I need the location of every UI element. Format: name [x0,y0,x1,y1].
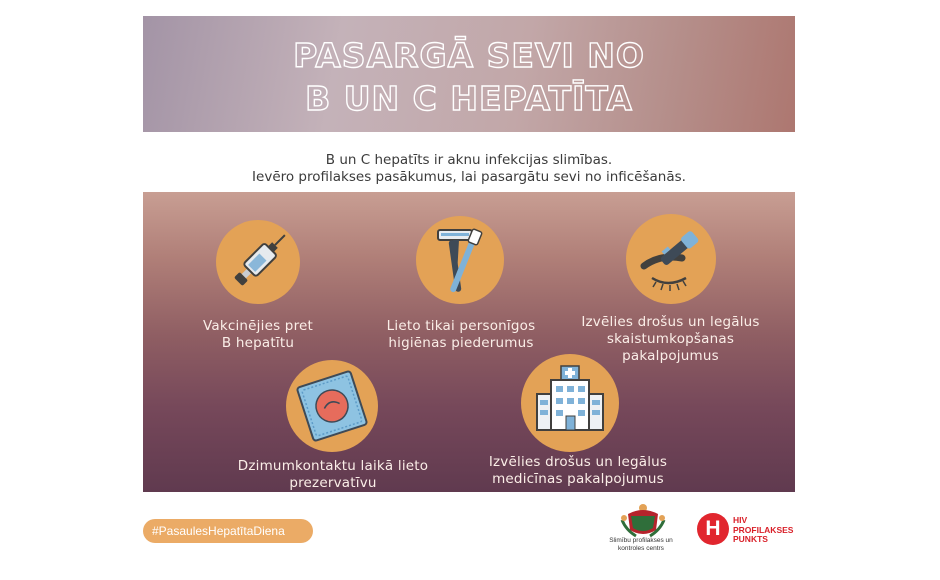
tip-5-caption: Izvēlies drošus un legālus medicīnas pakalpojumus [488,454,668,487]
tip-3-caption: Izvēlies drošus un legālus skaistumkopšanas pakalpojumus [581,314,760,364]
hiv-point-name: HIV PROFILAKSES PUNKTS [733,515,794,544]
title-line-1: PASARGĀ SEVI NO [293,36,645,75]
spkc-name: Slimību profilakses un kontroles centrs [609,537,673,552]
tip-1-caption: Vakcinējies pret B hepatītu [202,318,314,351]
tattoo-machine-icon [626,214,716,304]
condom-icon [286,360,378,452]
hiv-logo-icon: H [697,513,729,545]
razor-toothbrush-icon [416,216,504,304]
intro-line-2: Ievēro profilakses pasākumus, lai pasargātu sevi no inficēšanās. [252,169,686,185]
hashtag-badge: #PasaulesHepatītaDiena [143,519,313,543]
hospital-icon [521,354,619,452]
intro-line-1: B un C hepatīts ir aknu infekcijas slimības. [325,152,613,168]
page-title [143,34,795,120]
tip-2-caption: Lieto tikai personīgos higiēnas piederumus [386,318,536,351]
title-banner [143,16,795,132]
intro-text [143,152,795,186]
tip-4-caption: Dzimumkontaktu laikā lieto prezervatīvu [237,458,429,491]
title-line-2: B UN C HEPATĪTA [305,79,633,118]
tips-panel [143,192,795,492]
syringe-icon [216,220,300,304]
